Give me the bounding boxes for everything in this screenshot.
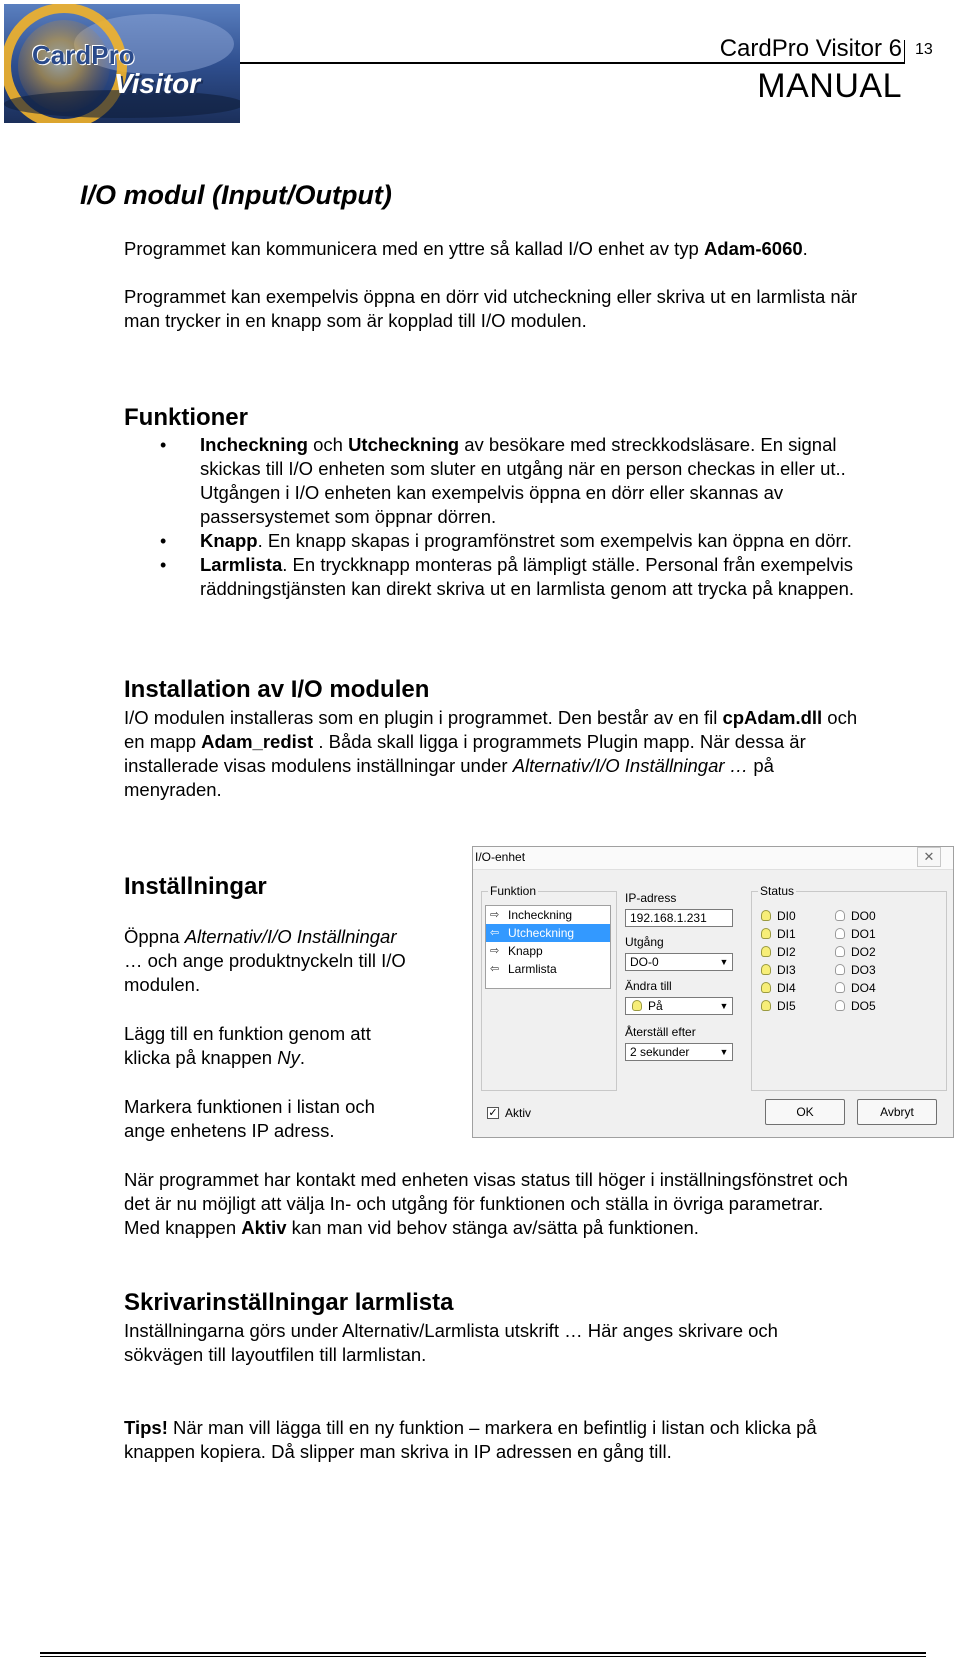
arrow-out-icon: ⇦ bbox=[490, 927, 500, 939]
list-text: . En knapp skapas i programfönstret som exempelvis kan öppna en dörr. bbox=[257, 530, 852, 551]
footer-rule-thin bbox=[40, 1656, 926, 1657]
aterstall-value: 2 sekunder bbox=[630, 1045, 690, 1059]
bulb-icon bbox=[632, 1000, 642, 1011]
list-item[interactable] bbox=[486, 942, 610, 960]
button-name: Ny bbox=[277, 1047, 300, 1068]
bulb-icon bbox=[761, 982, 771, 993]
installation-heading: Installation av I/O modulen bbox=[124, 676, 430, 703]
bulb-off-icon bbox=[835, 1000, 845, 1011]
funktion-label: Funktion bbox=[490, 884, 537, 898]
andra-till-value: På bbox=[648, 999, 663, 1013]
paragraph-text: det är nu möjligt att välja In- och utgång för funktionen och ställa in övriga parametrar. bbox=[124, 1193, 824, 1214]
andra-till-label: Ändra till bbox=[625, 979, 672, 993]
do-indicator bbox=[835, 927, 876, 941]
intro-line: man trycker in en knapp som är kopplad till I/O modulen. bbox=[124, 310, 587, 331]
do-label: DO2 bbox=[851, 945, 876, 959]
alarm-list-icon: ⇦ bbox=[490, 963, 500, 975]
do-indicator bbox=[835, 945, 876, 959]
paragraph-text: och bbox=[822, 707, 858, 728]
bulb-off-icon bbox=[835, 982, 845, 993]
bulb-icon bbox=[761, 928, 771, 939]
do-label: DO5 bbox=[851, 999, 876, 1013]
do-label: DO3 bbox=[851, 963, 876, 977]
di-label: DI0 bbox=[777, 909, 796, 923]
do-indicator bbox=[835, 909, 876, 923]
status-label: Status bbox=[760, 884, 795, 898]
chevron-down-icon: ▼ bbox=[719, 1047, 729, 1057]
term-knapp: Knapp bbox=[200, 530, 258, 551]
paragraph-text: . bbox=[299, 1047, 306, 1068]
paragraph-text: installerade visas modulens inställningar under bbox=[124, 755, 513, 776]
list-item[interactable] bbox=[486, 960, 610, 978]
section-title: I/O modul (Input/Output) bbox=[80, 180, 392, 210]
funktion-item-label: Larmlista bbox=[508, 962, 557, 976]
paragraph-text: När programmet har kontakt med enheten visas status till höger i inställningsfönstret och bbox=[124, 1169, 848, 1190]
di-label: DI3 bbox=[777, 963, 796, 977]
chevron-down-icon: ▼ bbox=[719, 957, 729, 967]
bullet-icon: • bbox=[160, 531, 167, 551]
bulb-off-icon bbox=[835, 910, 845, 921]
arrow-in-icon: ⇨ bbox=[490, 909, 500, 921]
paragraph-text: Markera funktionen i listan och bbox=[124, 1096, 375, 1117]
paragraph-text: I/O modulen installeras som en plugin i programmet. Den består av en fil bbox=[124, 707, 723, 728]
installningar-paragraph-3 bbox=[124, 1095, 454, 1143]
paragraph-text: sökvägen till layoutfilen till larmlistan. bbox=[124, 1344, 427, 1365]
logo-text-top: CardPro bbox=[32, 40, 135, 70]
paragraph-text: … och ange produktnyckeln till I/O bbox=[124, 950, 406, 971]
list-text: och bbox=[307, 434, 349, 455]
footer-rule bbox=[40, 1652, 926, 1654]
chevron-down-icon: ▼ bbox=[719, 1001, 729, 1011]
paragraph-text: en mapp bbox=[124, 731, 202, 752]
folder-name: Adam_redist bbox=[201, 731, 314, 752]
skrivar-heading: Skrivarinställningar larmlista bbox=[124, 1289, 454, 1316]
paragraph-text: menyraden. bbox=[124, 779, 222, 800]
document-title: CardPro Visitor 6 bbox=[719, 35, 902, 62]
installation-paragraph bbox=[124, 706, 960, 802]
list-item bbox=[124, 553, 960, 601]
list-text: passersystemet som öppnar dörren. bbox=[200, 506, 497, 527]
list-text: av besökare med streckkodsläsare. En signal bbox=[459, 434, 837, 455]
header-rule-tick bbox=[904, 40, 905, 64]
ip-address-label: IP-adress bbox=[625, 891, 677, 905]
paragraph-text: Lägg till en funktion genom att bbox=[124, 1023, 371, 1044]
button-name: Aktiv bbox=[241, 1217, 287, 1238]
term-larmlista: Larmlista bbox=[200, 554, 283, 575]
list-text: Utgången i I/O enheten kan exempelvis öppna en dörr eller skannas av bbox=[200, 482, 784, 503]
bulb-off-icon bbox=[835, 964, 845, 975]
list-item-selected[interactable] bbox=[486, 924, 610, 942]
button-icon: ⇨ bbox=[490, 945, 500, 957]
paragraph-text: modulen. bbox=[124, 974, 201, 995]
list-text: skickas till I/O enheten som sluter en utgång när en person checkas in eller ut.. bbox=[200, 458, 846, 479]
logo-text-bottom: Visitor bbox=[114, 68, 201, 99]
funktion-list[interactable] bbox=[485, 905, 611, 989]
do-label: DO0 bbox=[851, 909, 876, 923]
aterstall-select[interactable] bbox=[625, 1043, 733, 1061]
cancel-button[interactable]: Avbryt bbox=[857, 1099, 937, 1125]
dialog-titlebar bbox=[473, 847, 953, 870]
aterstall-label: Återställ efter bbox=[625, 1025, 696, 1039]
status-paragraph bbox=[124, 1168, 960, 1240]
tips-label: Tips! bbox=[124, 1417, 168, 1438]
paragraph-text: Inställningarna görs under Alternativ/Larmlista utskrift … Här anges skrivare och bbox=[124, 1320, 778, 1341]
paragraph-text: ange enhetens IP adress. bbox=[124, 1120, 335, 1141]
list-text: . En tryckknapp monteras på lämpligt ställe. Personal från exempelvis bbox=[282, 554, 853, 575]
paragraph-text: . Båda skall ligga i programmets Plugin mapp. När dessa är bbox=[313, 731, 806, 752]
bulb-icon bbox=[761, 1000, 771, 1011]
paragraph-text: Med knappen bbox=[124, 1217, 242, 1238]
device-model: Adam-6060 bbox=[703, 238, 803, 259]
menu-path: Alternativ/I/O Inställningar … bbox=[512, 755, 749, 776]
funktioner-list bbox=[124, 433, 960, 601]
list-item[interactable] bbox=[486, 906, 610, 924]
di-label: DI1 bbox=[777, 927, 796, 941]
di-label: DI5 bbox=[777, 999, 796, 1013]
file-name: cpAdam.dll bbox=[722, 707, 823, 728]
di-label: DI4 bbox=[777, 981, 796, 995]
do-label: DO4 bbox=[851, 981, 876, 995]
paragraph-text: på bbox=[748, 755, 774, 776]
bullet-icon: • bbox=[160, 435, 167, 455]
do-indicator bbox=[835, 963, 876, 977]
list-item bbox=[124, 529, 960, 553]
aktiv-checkbox[interactable]: ✓ bbox=[488, 1107, 498, 1119]
tips-paragraph bbox=[124, 1416, 960, 1464]
di-indicator bbox=[761, 963, 796, 977]
term-incheckning: Incheckning bbox=[200, 434, 308, 455]
term-utcheckning: Utcheckning bbox=[348, 434, 460, 455]
installningar-heading: Inställningar bbox=[124, 873, 267, 900]
dialog-title: I/O-enhet bbox=[475, 850, 526, 864]
funktion-item-label: Incheckning bbox=[508, 908, 573, 922]
bullet-icon: • bbox=[160, 555, 167, 575]
bulb-icon bbox=[761, 946, 771, 957]
di-indicator bbox=[761, 945, 796, 959]
di-label: DI2 bbox=[777, 945, 796, 959]
paragraph-text: Öppna bbox=[124, 926, 185, 947]
utgang-select[interactable] bbox=[625, 953, 733, 971]
funktioner-heading: Funktioner bbox=[124, 404, 248, 431]
list-text: räddningstjänsten kan direkt skriva ut en larmlista genom att trycka på knappen. bbox=[200, 578, 855, 599]
paragraph-text: När man vill lägga till en ny funktion – markera en befintlig i listan och klicka på bbox=[167, 1417, 817, 1438]
bulb-icon bbox=[761, 910, 771, 921]
bulb-off-icon bbox=[835, 928, 845, 939]
intro-line: Programmet kan exempelvis öppna en dörr vid utcheckning eller skriva ut en larmlista när bbox=[124, 286, 858, 307]
bulb-off-icon bbox=[835, 946, 845, 957]
header-rule bbox=[240, 62, 904, 64]
intro-paragraph-1 bbox=[124, 237, 960, 261]
io-device-dialog bbox=[472, 846, 954, 1138]
cardpro-visitor-logo bbox=[4, 4, 240, 123]
di-indicator bbox=[761, 999, 796, 1013]
funktion-item-label: Knapp bbox=[508, 944, 543, 958]
do-indicator bbox=[835, 981, 876, 995]
funktion-item-label: Utcheckning bbox=[508, 926, 575, 940]
page-number: 13 bbox=[915, 41, 933, 58]
ok-button[interactable]: OK bbox=[765, 1099, 845, 1125]
di-indicator bbox=[761, 927, 796, 941]
ip-address-input[interactable]: 192.168.1.231 bbox=[625, 909, 733, 927]
andra-till-select[interactable] bbox=[625, 997, 733, 1015]
paragraph-text: kan man vid behov stänga av/sätta på funktionen. bbox=[286, 1217, 699, 1238]
list-item bbox=[124, 433, 960, 529]
intro-text: Programmet kan kommunicera med en yttre så kallad I/O enhet av typ bbox=[124, 238, 704, 259]
do-indicator bbox=[835, 999, 876, 1013]
manual-label: MANUAL bbox=[757, 67, 902, 105]
di-indicator bbox=[761, 981, 796, 995]
installningar-paragraph-2 bbox=[124, 1022, 454, 1070]
utgang-value: DO-0 bbox=[630, 955, 659, 969]
do-label: DO1 bbox=[851, 927, 876, 941]
paragraph-text: klicka på knappen bbox=[124, 1047, 278, 1068]
bulb-icon bbox=[761, 964, 771, 975]
menu-path: Alternativ/I/O Inställningar bbox=[184, 926, 397, 947]
close-icon[interactable]: ✕ bbox=[917, 847, 941, 867]
aktiv-label: Aktiv bbox=[505, 1106, 532, 1120]
intro-paragraph-2 bbox=[124, 285, 960, 333]
skrivar-paragraph bbox=[124, 1319, 960, 1367]
intro-text: . bbox=[802, 238, 808, 259]
paragraph-text: knappen kopiera. Då slipper man skriva in IP adressen en gång till. bbox=[124, 1441, 672, 1462]
installningar-paragraph-1 bbox=[124, 925, 454, 997]
utgang-label: Utgång bbox=[625, 935, 664, 949]
di-indicator bbox=[761, 909, 796, 923]
